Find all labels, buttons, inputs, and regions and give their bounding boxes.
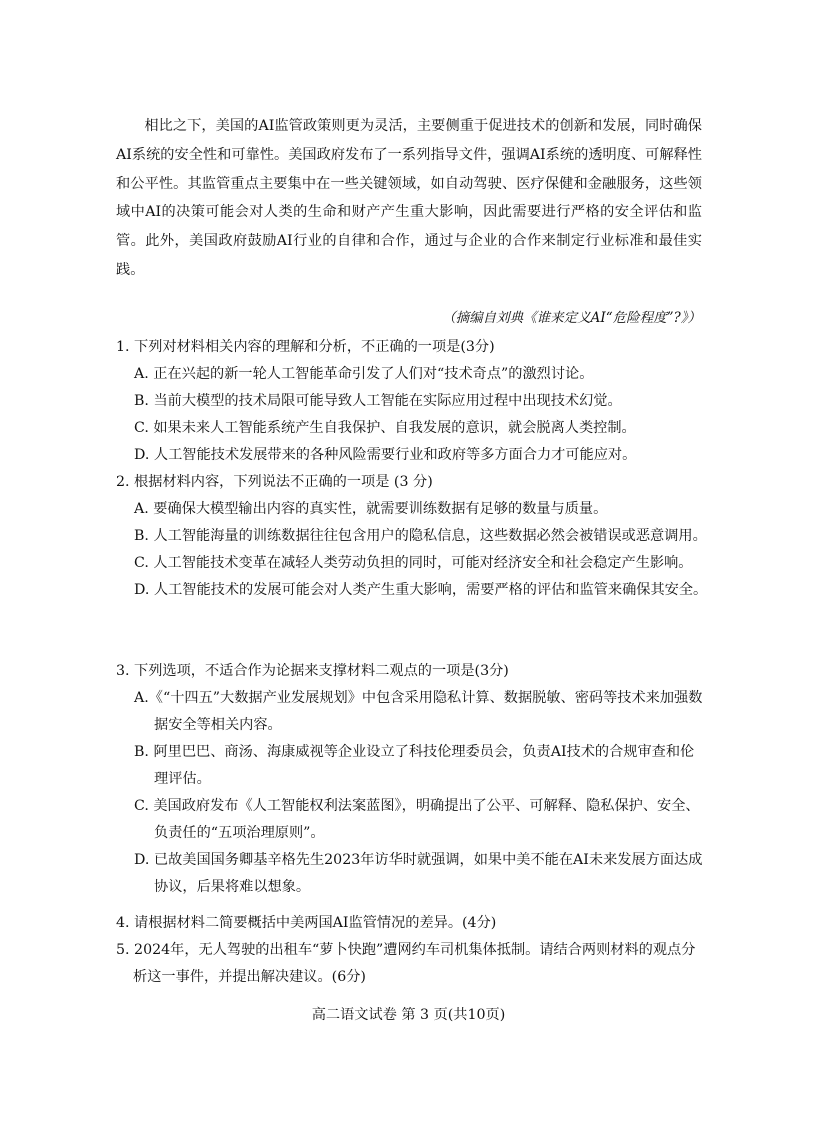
option-b: B. 当前大模型的技术局限可能导致人工智能在实际应用过程中出现技术幻觉。 (134, 393, 622, 409)
option-a: A. 正在兴起的新一轮人工智能革命引发了人们对“技术奇点”的激烈讨论。 (134, 366, 594, 382)
question-2 (116, 469, 708, 604)
question-stem: 5. 2024年，无人驾驶的出租车“萝卜快跑”遭网约车司机集体抵制。请结合两则材料的观点分析这一事件，并提出解决建议。(6分) (116, 942, 696, 985)
question-5 (116, 937, 708, 991)
option-b: B. 阿里巴巴、商汤、海康威视等企业设立了科技伦理委员会，负责AI技术的合规审查和伦理评估。 (134, 744, 695, 787)
option-c: C. 人工智能技术变革在减轻人类劳动负担的同时，可能对经济安全和社会稳定产生影响。 (134, 555, 693, 571)
option-a: A.《“十四五”大数据产业发展规划》中包含采用隐私计算、数据脱敏、密码等技术来加强数据安全等相关内容。 (134, 690, 703, 733)
option-d: D. 已故美国国务卿基辛格先生2023年访华时就强调，如果中美不能在AI未来发展方面达成协议，后果将难以想象。 (134, 852, 703, 895)
option-c: C. 美国政府发布《人工智能权利法案蓝图》，明确提出了公平、可解释、隐私保护、安全、负责任的“五项治理原则”。 (134, 798, 700, 841)
option-b: B. 人工智能海量的训练数据往往包含用户的隐私信息，这些数据必然会被错误或恶意调用。 (134, 528, 707, 544)
option-d: D. 人工智能技术发展带来的各种风险需要行业和政府等多方面合力才可能应对。 (134, 447, 637, 463)
passage-source: （摘编自刘典《谁来定义AI“危险程度”?》） (442, 310, 701, 326)
page-footer: 高二语文试卷 第 3 页(共10页) (311, 1007, 506, 1023)
option-d: D. 人工智能技术的发展可能会对人类产生重大影响，需要严格的评估和监管来确保其安全。 (134, 582, 708, 598)
question-stem: 1. 下列对材料相关内容的理解和分析，不正确的一项是(3分) (116, 339, 495, 355)
question-stem: 4. 请根据材料二简要概括中美两国AI监管情况的差异。(4分) (116, 915, 497, 931)
question-stem: 2. 根据材料内容，下列说法不正确的一项是 (3 分) (116, 474, 433, 490)
question-1 (116, 334, 708, 469)
question-4 (116, 910, 708, 937)
question-3 (116, 658, 708, 901)
option-a: A. 要确保大模型输出内容的真实性，就需要训练数据有足够的数量与质量。 (134, 501, 608, 517)
passage-paragraph: 相比之下，美国的AI监管政策则更为灵活，主要侧重于促进技术的创新和发展，同时确保AI系统的安全性和可靠性。美国政府发布了一系列指导文件，强调AI系统的透明度、可解释性和公平性。其监管重点主要集中在一些关键领域，如自动驾驶、医疗保健和金融服务，这些领域中AI的决策可能会对人类的生命和财产产生重大影响，因此需要进行严格的安全评估和监管。此外，美国政府鼓励AI行业的自律和合作，通过与企业的合作来制定行业标准和最佳实践。 (116, 118, 702, 278)
option-c: C. 如果未来人工智能系统产生自我保护、自我发展的意识，就会脱离人类控制。 (134, 420, 636, 436)
question-stem: 3. 下列选项，不适合作为论据来支撑材料二观点的一项是(3分) (116, 663, 509, 679)
